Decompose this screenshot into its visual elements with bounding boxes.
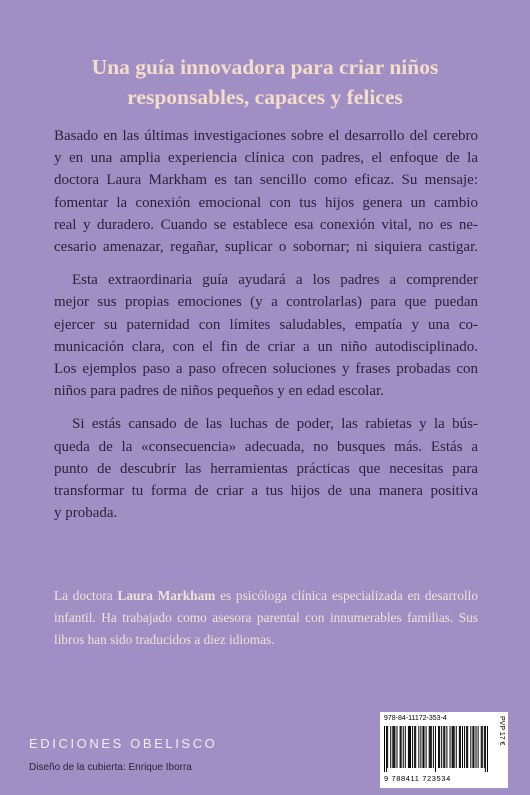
barcode-bar [467, 726, 468, 768]
barcode-bar [400, 726, 401, 768]
barcode-bar [456, 726, 457, 768]
barcode-bar [435, 726, 436, 772]
barcode-bar [454, 726, 455, 768]
barcode-bar [386, 726, 387, 772]
paragraph-line: Basado en las últimas investigaciones sobre el desarrollo del cerebro [54, 128, 478, 144]
barcode-bar [393, 726, 394, 768]
isbn-digits: 9 788411 723534 [384, 774, 451, 783]
cover-credit: Diseño de la cubierta: Enrique Iborra [29, 762, 192, 773]
paragraph-line: ejercer su paternidad con límites saludables, empatía y una co- [54, 316, 478, 333]
barcode-bar [401, 726, 402, 768]
barcode-bar [424, 726, 425, 768]
paragraph-line: fomentar la conexión emocional con tus hijos genera un cambio [54, 194, 478, 211]
barcode-bar [481, 726, 482, 768]
barcode [380, 712, 508, 788]
paragraph-1 [54, 125, 478, 258]
barcode-bar [464, 726, 465, 768]
barcode-bar [453, 726, 454, 768]
paragraph-line: real y duradero. Cuando se establece esa conexión vital, no es ne- [54, 216, 478, 233]
barcode-bar [410, 726, 411, 768]
barcode-bar [418, 726, 419, 768]
barcode-bar [476, 726, 477, 768]
blurb [54, 125, 478, 535]
barcode-bar [429, 726, 430, 768]
paragraph-line: y probada. [54, 505, 118, 522]
barcode-bar [460, 726, 461, 768]
barcode-bar [472, 726, 473, 768]
paragraph-line: Si estás cansado de las luchas de poder, las rabietas y la bús- [72, 416, 478, 433]
author-bio [54, 585, 478, 651]
barcode-bar [478, 726, 479, 768]
barcode-bar [473, 726, 474, 768]
barcode-bar [470, 726, 471, 768]
barcode-bar [405, 726, 406, 768]
barcode-bars [384, 726, 488, 772]
price-label: PVP 17 € [498, 716, 505, 746]
barcode-bar [459, 726, 460, 768]
barcode-bar [450, 726, 451, 768]
barcode-bar [446, 726, 447, 768]
barcode-bar [439, 726, 440, 768]
author-bio-line-1 [54, 585, 478, 607]
barcode-bar [443, 726, 444, 768]
barcode-bar [444, 726, 445, 768]
barcode-bar [414, 726, 415, 768]
barcode-bar [409, 726, 410, 768]
author-name: Laura Markham [117, 588, 216, 603]
barcode-bar [408, 726, 409, 768]
barcode-bar [433, 726, 434, 768]
barcode-bar [431, 726, 432, 768]
paragraph-line: punto de descubrir las herramientas prácticas que necesitas para [54, 460, 478, 477]
barcode-bar [403, 726, 404, 768]
author-bio-prefix: La doctora [54, 588, 118, 603]
barcode-bar [387, 726, 388, 768]
headline-line-2: responsables, capaces y felices [127, 85, 403, 109]
paragraph-line: Esta extraordinaria guía ayudará a los padres a comprender [72, 272, 478, 289]
barcode-bar [415, 726, 416, 768]
paragraph-2 [54, 269, 478, 402]
barcode-bar [412, 726, 413, 768]
author-bio-line-2: infantil. Ha trabajado como asesora parental con innumerables familias. Sus [54, 610, 478, 625]
isbn-label: 978-84-11172-353-4 [384, 715, 447, 722]
paragraph-line: transformar tu forma de criar a tus hijos de una manera positiva [54, 483, 478, 500]
paragraph-line: mejor sus propias emociones (y a controlarlas) para que puedan [54, 294, 478, 311]
barcode-bar [420, 726, 421, 768]
publisher-name: EDICIONES OBELISCO [29, 736, 218, 751]
barcode-bar [487, 726, 488, 772]
paragraph-3 [54, 413, 478, 524]
author-bio-rest: es psicóloga clínica especializada en desarrollo [215, 588, 479, 603]
paragraph-line: cesario amenazar, regañar, suplicar o sobornar; ni siquiera castigar. [54, 239, 478, 256]
paragraph-line: niños para padres de niños pequeños y en edad escolar. [54, 383, 384, 400]
barcode-bar [482, 726, 483, 768]
barcode-bar [396, 726, 397, 768]
barcode-bar [485, 726, 486, 772]
paragraph-line: Los ejemplos paso a paso ofrecen soluciones y frases probadas con [54, 361, 478, 378]
barcode-bar [426, 726, 427, 768]
barcode-bar [394, 726, 395, 768]
headline-line-1: Una guía innovadora para criar niños [91, 55, 439, 79]
paragraph-line: municación clara, con el fin de criar a un niño autodisciplinado. [54, 338, 478, 355]
paragraph-line: queda de la «consecuencia» adecuada, no busques más. Estás a [54, 438, 478, 455]
barcode-bar [390, 726, 391, 768]
barcode-bar [430, 726, 431, 768]
barcode-bar [392, 726, 393, 768]
paragraph-line: doctora Laura Markham es tan sencillo como eficaz. Su mensaje: [54, 172, 478, 189]
paragraph-line: y en una amplia experiencia clínica con padres, el enfoque de la [54, 150, 478, 167]
author-bio-line-3: libros han sido traducidos a diez idiomas. [54, 632, 275, 647]
headline [20, 52, 510, 112]
barcode-bar [466, 726, 467, 768]
barcode-bar [484, 726, 485, 768]
barcode-bar [441, 726, 442, 768]
barcode-bar [462, 726, 463, 768]
barcode-bar [384, 726, 385, 772]
barcode-bar [452, 726, 453, 768]
barcode-bar [438, 726, 439, 768]
barcode-bar [422, 726, 423, 768]
